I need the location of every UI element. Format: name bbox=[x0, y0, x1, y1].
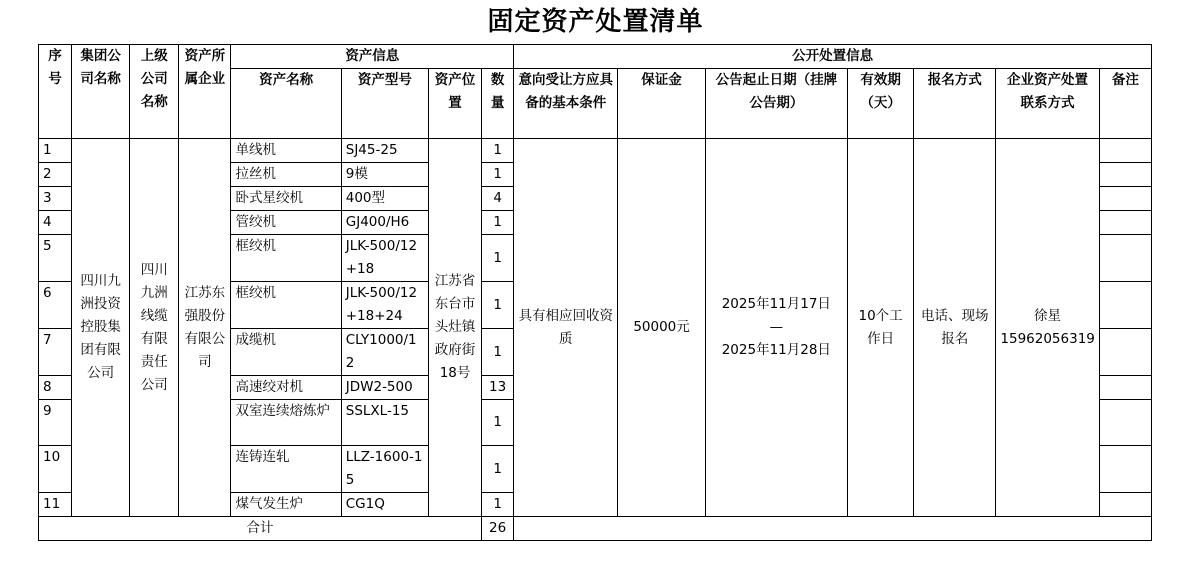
asset-model-cell: SSLXL-15 bbox=[341, 400, 428, 446]
validity-cell: 10个工作日 bbox=[848, 139, 914, 517]
header-deposit: 保证金 bbox=[618, 69, 705, 139]
period-cell bbox=[705, 139, 847, 517]
seq-cell: 6 bbox=[39, 282, 72, 329]
header-asset-owner: 资产所属企业 bbox=[179, 45, 231, 139]
remark-cell bbox=[1099, 329, 1151, 376]
header-public-info: 公开处置信息 bbox=[514, 45, 1152, 69]
asset-model-cell: CLY1000/12 bbox=[341, 329, 428, 376]
remark-cell bbox=[1099, 446, 1151, 493]
asset-model-cell: JLK-500/12+18 bbox=[341, 235, 428, 282]
remark-cell bbox=[1099, 400, 1151, 446]
header-period: 公告起止日期（挂牌公告期） bbox=[705, 69, 847, 139]
total-blank bbox=[514, 517, 1152, 541]
contact-phone: 15962056319 bbox=[1000, 330, 1095, 347]
asset-name-cell: 高速绞对机 bbox=[231, 376, 341, 400]
asset-model-cell: GJ400/H6 bbox=[341, 211, 428, 235]
signup-cell: 电话、现场报名 bbox=[914, 139, 996, 517]
asset-name-cell: 框绞机 bbox=[231, 235, 341, 282]
asset-name-cell: 成缆机 bbox=[231, 329, 341, 376]
total-label: 合计 bbox=[39, 517, 482, 541]
asset-model-cell: LLZ-1600-15 bbox=[341, 446, 428, 493]
header-seq: 序号 bbox=[39, 45, 72, 139]
page-title: 固定资产处置清单 bbox=[487, 7, 704, 37]
asset-name-cell: 管绞机 bbox=[231, 211, 341, 235]
remark-cell bbox=[1099, 163, 1151, 187]
quantity-cell: 1 bbox=[482, 211, 514, 235]
header-parent-company: 上级公司名称 bbox=[130, 45, 179, 139]
remark-cell bbox=[1099, 235, 1151, 282]
period-start: 2025年11月17日 bbox=[721, 296, 831, 312]
quantity-cell: 1 bbox=[482, 163, 514, 187]
quantity-cell: 4 bbox=[482, 187, 514, 211]
group-company-cell: 四川九洲投资控股集团有限公司 bbox=[72, 139, 130, 517]
asset-name-cell: 框绞机 bbox=[231, 282, 341, 329]
seq-cell: 10 bbox=[39, 446, 72, 493]
header-remark: 备注 bbox=[1099, 69, 1151, 139]
contact-cell bbox=[996, 139, 1099, 517]
remark-cell bbox=[1099, 187, 1151, 211]
asset-name-cell: 卧式星绞机 bbox=[231, 187, 341, 211]
seq-cell: 1 bbox=[39, 139, 72, 163]
asset-name-cell: 拉丝机 bbox=[231, 163, 341, 187]
total-quantity: 26 bbox=[482, 517, 514, 541]
header-signup: 报名方式 bbox=[914, 69, 996, 139]
seq-cell: 9 bbox=[39, 400, 72, 446]
seq-cell: 7 bbox=[39, 329, 72, 376]
asset-location-cell: 江苏省东台市头灶镇政府街18号 bbox=[428, 139, 481, 517]
seq-cell: 8 bbox=[39, 376, 72, 400]
quantity-cell: 1 bbox=[482, 493, 514, 517]
remark-cell bbox=[1099, 139, 1151, 163]
deposit-cell: 50000元 bbox=[618, 139, 705, 517]
quantity-cell: 13 bbox=[482, 376, 514, 400]
remark-cell bbox=[1099, 376, 1151, 400]
remark-cell bbox=[1099, 282, 1151, 329]
header-asset-model: 资产型号 bbox=[341, 69, 428, 139]
quantity-cell: 1 bbox=[482, 139, 514, 163]
asset-name-cell: 煤气发生炉 bbox=[231, 493, 341, 517]
asset-model-cell: 400型 bbox=[341, 187, 428, 211]
header-contact: 企业资产处置联系方式 bbox=[996, 69, 1099, 139]
seq-cell: 5 bbox=[39, 235, 72, 282]
seq-cell: 11 bbox=[39, 493, 72, 517]
quantity-cell: 1 bbox=[482, 329, 514, 376]
parent-company-cell: 四川九洲线缆有限责任公司 bbox=[130, 139, 179, 517]
asset-disposal-table bbox=[38, 44, 1152, 541]
asset-model-cell: 9模 bbox=[341, 163, 428, 187]
period-end: 2025年11月28日 bbox=[721, 342, 831, 358]
header-conditions: 意向受让方应具备的基本条件 bbox=[514, 69, 618, 139]
header-quantity: 数量 bbox=[482, 69, 514, 139]
table-row bbox=[39, 139, 1152, 163]
quantity-cell: 1 bbox=[482, 235, 514, 282]
seq-cell: 3 bbox=[39, 187, 72, 211]
header-asset-name: 资产名称 bbox=[231, 69, 341, 139]
total-row bbox=[39, 517, 1152, 541]
seq-cell: 2 bbox=[39, 163, 72, 187]
seq-cell: 4 bbox=[39, 211, 72, 235]
quantity-cell: 1 bbox=[482, 282, 514, 329]
quantity-cell: 1 bbox=[482, 446, 514, 493]
asset-owner-cell: 江苏东强股份有限公司 bbox=[179, 139, 231, 517]
asset-model-cell: JLK-500/12+18+24 bbox=[341, 282, 428, 329]
header-asset-info: 资产信息 bbox=[231, 45, 514, 69]
header-validity: 有效期（天） bbox=[848, 69, 914, 139]
asset-model-cell: SJ45-25 bbox=[341, 139, 428, 163]
asset-model-cell: JDW2-500 bbox=[341, 376, 428, 400]
asset-name-cell: 双室连续熔炼炉 bbox=[231, 400, 341, 446]
header-group-company: 集团公司名称 bbox=[72, 45, 130, 139]
contact-name: 徐星 bbox=[1034, 307, 1062, 324]
header-asset-location: 资产位置 bbox=[428, 69, 481, 139]
quantity-cell: 1 bbox=[482, 400, 514, 446]
remark-cell bbox=[1099, 211, 1151, 235]
remark-cell bbox=[1099, 493, 1151, 517]
asset-name-cell: 单线机 bbox=[231, 139, 341, 163]
conditions-cell: 具有相应回收资质 bbox=[514, 139, 618, 517]
asset-model-cell: CG1Q bbox=[341, 493, 428, 517]
asset-name-cell: 连铸连轧 bbox=[231, 446, 341, 493]
period-separator: — bbox=[769, 319, 784, 335]
